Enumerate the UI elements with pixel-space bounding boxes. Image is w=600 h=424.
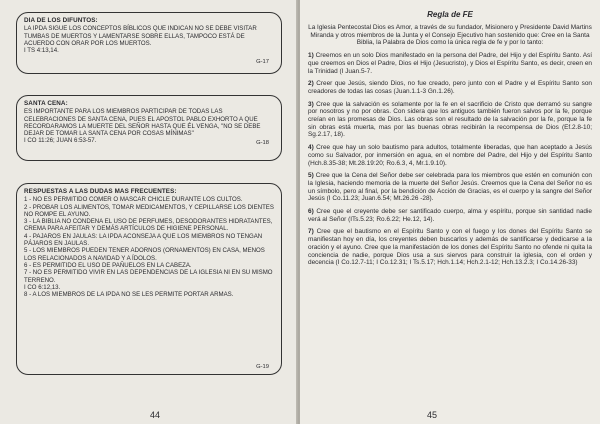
box-title: SANTA CENA:: [24, 100, 68, 107]
article-text: Cree que el creyente debe ser santificado cuerpo, alma y espíritu, porque sin santidad nadie verá al Señor (ITs.5.23; Ro.6.22; He.12, 14).: [308, 208, 592, 223]
article-text: Creemos en un solo Dios manifestado en la persona del Padre, del Hijo y del Espíritu Santo. Así que creemos en Dios el Padre, Dios el Hijo (Jesucristo), y Dios el Espíritu Santo, es decir, creen en la Trinidad (I Juan.5-7.: [308, 52, 592, 75]
list-item: 7 - NO ES PERMITIDO VIVIR EN LAS DEPENDENCIAS DE LA IGLESIA NI EN SU MISMO TERRENO.: [24, 269, 273, 284]
box-respuestas: [16, 183, 282, 375]
page-number-left: 44: [150, 410, 161, 420]
list-item: 1 - NO ES PERMITIDO COMER O MASCAR CHICLE DURANTE LOS CULTOS.: [24, 196, 243, 204]
box-text: ES IMPORTANTE PARA LOS MIEMBROS PARTICIPAR DE TODAS LAS CELEBRACIONES DE SANTA CENA, PUES EL APOSTOL PABLO EXHORTO A QUE RECORDARAMOS LA MUERTE DEL SEÑOR HASTA QUE ÉL VENGA, "NO SE DEBE DEJAR DE TOMAR LA SANTA CENA POR COSAS MÍNIMAS": [24, 108, 261, 138]
box-title: RESPUESTAS A LAS DUDAS MAS FRECUENTES:: [24, 188, 177, 195]
left-page: [0, 0, 298, 424]
lead-paragraph: Cree en la Santa Biblia, la Palabra de Dios como la única regla de fe y por lo tanto:: [356, 31, 590, 47]
list-item: 3 - LA BIBLIA NO CONDENA EL USO DE PERFUMES, DESODORANTES HIDRATANTES, CREMA PARA AFEITAR Y DEMÁS ARTÍCULOS DE HIGIENE PERSONAL.: [24, 218, 273, 233]
article-number: 1): [308, 52, 314, 60]
article-1: [308, 52, 592, 75]
article-5: [308, 172, 592, 203]
article-text: Cree que la salvación es solamente por la fe en el sacrificio de Cristo que derramó su sangre por nosotros y no por obras. Con sidera que los antiguos también fueron salvos por la fe, porque creían en las promesas de Dios. Las obras son el resultado de la salvación por la fe, porque la fe sin obras está muerta, mas por las buenas obras recibirán la recompensa de Dios (Ef.2.8-10; Sg.2.17, 18).: [308, 100, 592, 139]
list-item: 2 - PROBAR LOS ALIMENTOS, TOMAR MEDICAMENTOS, Y CEPILLARSE LOS DIENTES NO ROMPE EL AYUNO.: [24, 203, 274, 218]
article-number: 2): [308, 80, 314, 88]
article-7: [308, 228, 592, 267]
regla-de-fe-body: [308, 24, 592, 272]
page-number-right: 45: [427, 410, 438, 420]
box-verse: I CO 11:26; JUAN 6:53-57.: [24, 137, 97, 145]
article-6: [308, 208, 592, 223]
article-4: [308, 144, 592, 167]
article-number: 3): [308, 100, 314, 108]
box-title: DIA DE LOS DIFUNTOS:: [24, 17, 98, 24]
box-ref: G-17: [256, 59, 269, 65]
list-item: 6 - ES PERMITIDO EL USO DE PAÑUELOS EN LA CABEZA.: [24, 261, 192, 269]
list-item: I CO 6:12,13.: [24, 283, 61, 291]
article-3: [308, 101, 592, 140]
article-number: 4): [308, 144, 314, 152]
intro-text: [308, 24, 592, 47]
article-number: 5): [308, 172, 314, 180]
box-dia-de-los-difuntos: [16, 12, 282, 74]
article-number: 6): [308, 208, 314, 216]
list-item: 5 - LOS MIEMBROS PUEDEN TENER ADORNOS (ORNAMENTOS) EN CASA, MENOS LOS RELACIONADOS A NAVIDAD Y A ÍDOLOS.: [24, 247, 265, 262]
article-number: 7): [308, 228, 314, 236]
intro-paragraph: La Iglesia Pentecostal Dios es Amor, a través de su fundador, Misionero y Presidente David Martins Miranda y otros miembros de la Junta y el Consejo Ejecutivo han sostenido que:: [308, 24, 592, 39]
box-ref: G-18: [256, 140, 269, 146]
list-item: 4 - PAJAROS EN JAULAS: LA IPDA ACONSEJA A QUE LOS MIEMBROS NO TENGAN PÁJAROS EN JAULAS.: [24, 232, 263, 248]
list-item: 8 - A LOS MIEMBROS DE LA IPDA NO SE LES PERMITE PORTAR ARMAS.: [24, 291, 234, 299]
box-ref: G-19: [256, 364, 269, 370]
page-title: Regla de FE: [427, 10, 473, 19]
article-text: Cree que hay un solo bautismo para adultos, totalmente liberadas, que han aceptado a Jesús como su Salvador, por inmersión en agua, en el nombre del Padre, del Hijo y del Espíritu Santo (Hch.8.35-38; Mt.28.19:20; Ro.6.3, 4, Mr.1.9.10).: [308, 144, 592, 167]
box-text: LA IPDA SIGUE LOS CONCEPTOS BÍBLICOS QUE INDICAN NO SE DEBE VISITAR TUMBAS DE MUERTOS Y LAMENTARSE SOBRE ELLAS, TAMPOCO ESTÁ DE ACUERDO CON ORAR POR LOS MUERTOS.: [24, 25, 257, 47]
article-2: [308, 80, 592, 95]
box-santa-cena: [16, 95, 282, 161]
article-text: Cree que la Cena del Señor debe ser celebrada para los miembros que estén en comunión con la Iglesia, haciendo memoria de la muerte del Señor Jesús. Creemos que la Cena del Señor no es un símbolo, pero al final, por la bendición de Acción de Gracias, es el cuerpo y la sangre del Señor Jesús (I Co.11.23; Juan.6.54; Mt.26.26 -28).: [308, 172, 592, 203]
article-text: Creer que Jesús, siendo Dios, no fue creado, pero junto con el Padre y el Espíritu Santo son creadores de todas las cosas (Juan.1.1-3 Gn.1.26).: [308, 80, 592, 95]
box-verse: I TS 4:13,14.: [24, 47, 59, 55]
article-text: Cree que el bautismo en el Espíritu Santo y con el fuego y los dones del Espíritu Santo se manifiestan hoy en día, los creyentes deben buscarlos y además de santificarse y dedicarse a la oración y el ayuno. Cree que la manifestación de los dones del Espíritu Santo no ofende ni quita la conciencia de nadie, porque Dios usa a sus siervos para construir la iglesia, con el orden y decencia (I Co.12.7-11; I Co.12.31; I Ts.5.17; Hch.1.14; Hch.2.1-12; Hch.13.2.3; I Co.14.26-33): [308, 228, 592, 267]
